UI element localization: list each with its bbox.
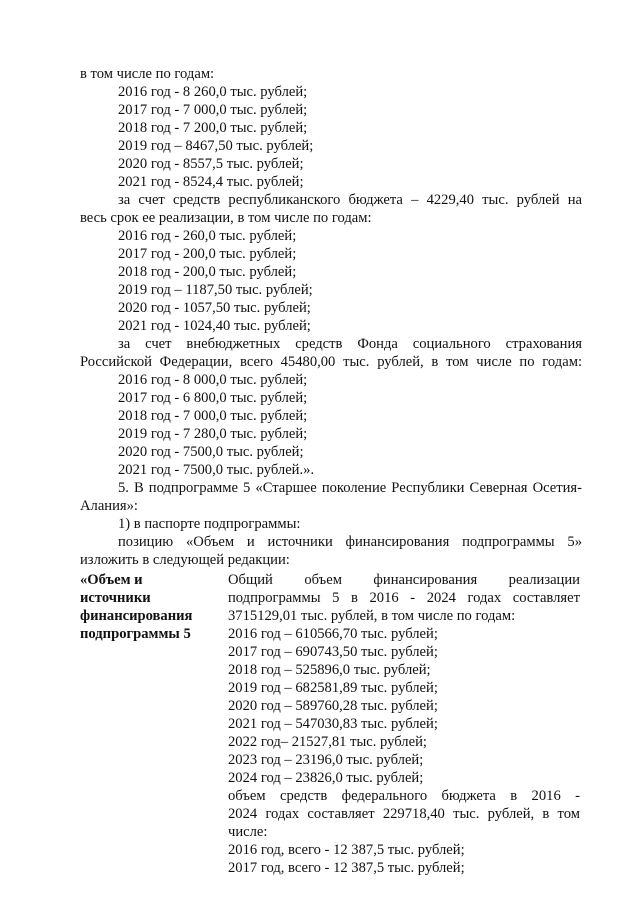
table-value-line: 2022 год– 21527,81 тыс. рублей;: [228, 734, 427, 750]
text-line: 2016 год - 8 000,0 тыс. рублей;: [118, 372, 308, 388]
table-value-line: 2016 год – 610566,70 тыс. рублей;: [228, 626, 438, 642]
table-value-line: объем средств федерального бюджета в 2016 -: [228, 788, 580, 804]
text-line: 2020 год - 1057,50 тыс. рублей;: [118, 300, 311, 316]
table-value-line: подпрограммы 5 в 2016 - 2024 годах составляет: [228, 590, 580, 606]
table-value-line: 2016 год, всего - 12 387,5 тыс. рублей;: [228, 842, 465, 858]
text-line: 2016 год - 260,0 тыс. рублей;: [118, 228, 297, 244]
text-line: 1) в паспорте подпрограммы:: [118, 516, 301, 532]
text-line: за счет средств республиканского бюджета – 4229,40 тыс. рублей на: [118, 192, 582, 208]
table-value-line: 3715129,01 тыс. рублей, в том числе по годам:: [228, 608, 516, 624]
text-line: 2021 год - 8524,4 тыс. рублей;: [118, 174, 304, 190]
text-line: 2018 год - 7 000,0 тыс. рублей;: [118, 408, 308, 424]
text-line: 2019 год - 7 280,0 тыс. рублей;: [118, 426, 308, 442]
text-line: Алания»:: [80, 498, 138, 514]
table-value-line: 2024 годах составляет 229718,40 тыс. рублей, в том: [228, 806, 580, 822]
table-value-line: Общий объем финансирования реализации: [228, 572, 580, 588]
table-label-line: подпрограммы 5: [80, 626, 191, 642]
table-value-line: 2020 год – 589760,28 тыс. рублей;: [228, 698, 438, 714]
text-line: весь срок ее реализации, в том числе по годам:: [80, 210, 372, 226]
text-line: 2017 год - 6 800,0 тыс. рублей;: [118, 390, 308, 406]
text-line: 5. В подпрограмме 5 «Старшее поколение Республики Северная Осетия-: [118, 480, 582, 496]
table-label-line: «Объем и: [80, 572, 143, 588]
table-value-line: 2021 год – 547030,83 тыс. рублей;: [228, 716, 438, 732]
text-line: изложить в следующей редакции:: [80, 552, 290, 568]
text-line: 2017 год - 200,0 тыс. рублей;: [118, 246, 297, 262]
text-line: за счет внебюджетных средств Фонда социального страхования: [118, 336, 582, 352]
text-line: 2019 год – 8467,50 тыс. рублей;: [118, 138, 314, 154]
text-line: 2020 год - 7500,0 тыс. рублей;: [118, 444, 304, 460]
table-value-line: 2023 год – 23196,0 тыс. рублей;: [228, 752, 424, 768]
text-line: 2020 год - 8557,5 тыс. рублей;: [118, 156, 304, 172]
table-value-line: 2018 год – 525896,0 тыс. рублей;: [228, 662, 431, 678]
table-value-line: 2024 год – 23826,0 тыс. рублей;: [228, 770, 424, 786]
text-line: позицию «Объем и источники финансирования подпрограммы 5»: [118, 534, 582, 550]
table-value-line: 2017 год, всего - 12 387,5 тыс. рублей;: [228, 860, 465, 876]
text-line: в том числе по годам:: [80, 66, 215, 82]
table-label-line: финансирования: [80, 608, 193, 624]
table-value-line: 2017 год – 690743,50 тыс. рублей;: [228, 644, 438, 660]
text-line: 2021 год - 1024,40 тыс. рублей;: [118, 318, 311, 334]
text-line: 2017 год - 7 000,0 тыс. рублей;: [118, 102, 308, 118]
text-line: 2016 год - 8 260,0 тыс. рублей;: [118, 84, 308, 100]
table-value-line: 2019 год – 682581,89 тыс. рублей;: [228, 680, 438, 696]
text-line: 2019 год – 1187,50 тыс. рублей;: [118, 282, 313, 298]
text-line: 2018 год - 7 200,0 тыс. рублей;: [118, 120, 308, 136]
text-line: Российской Федерации, всего 45480,00 тыс. рублей, в том числе по годам:: [80, 354, 582, 370]
text-line: 2021 год - 7500,0 тыс. рублей.».: [118, 462, 315, 478]
table-value-line: числе:: [228, 824, 268, 840]
table-label-line: источники: [80, 590, 151, 606]
text-line: 2018 год - 200,0 тыс. рублей;: [118, 264, 297, 280]
